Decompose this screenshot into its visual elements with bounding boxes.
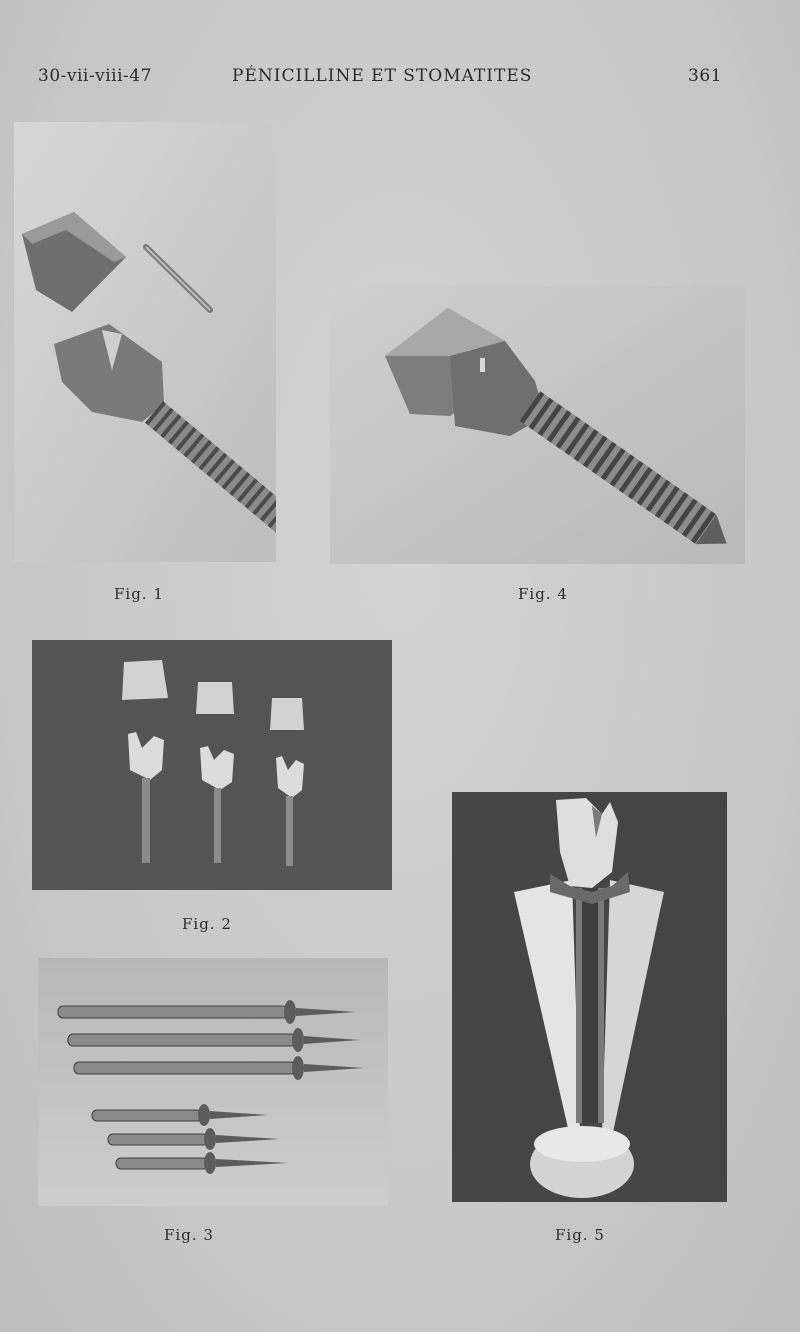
figure-5-caption: Fig. 5 — [555, 1226, 605, 1244]
figure-3-photo — [38, 958, 388, 1206]
figure-5-photo — [452, 792, 727, 1202]
issue-date: 30-vii-viii-47 — [38, 66, 152, 86]
figure-2-caption: Fig. 2 — [182, 915, 232, 933]
figure-1-caption: Fig. 1 — [114, 585, 164, 603]
running-title: PÉNICILLINE ET STOMATITES — [232, 66, 533, 86]
page-number: 361 — [688, 66, 722, 86]
figure-3-caption: Fig. 3 — [164, 1226, 214, 1244]
figure-4-caption: Fig. 4 — [518, 585, 568, 603]
figure-2-photo — [32, 640, 392, 890]
figure-4-photo — [330, 286, 745, 564]
running-header — [0, 66, 800, 96]
figure-1-photo — [14, 122, 276, 562]
